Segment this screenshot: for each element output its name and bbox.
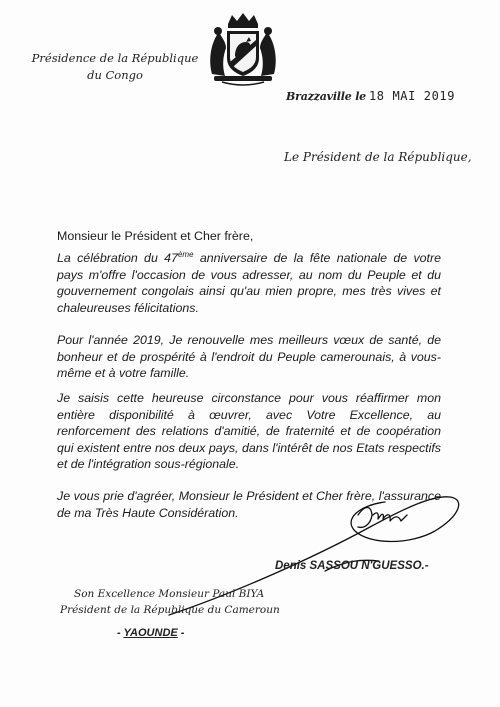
recipient-line-2: Président de la République du Cameroun [60,603,280,616]
date-stamp: 18 MAI 2019 [368,89,456,103]
paragraph-1 [57,247,441,316]
coat-of-arms-icon [206,12,280,90]
issuer-block [30,50,200,84]
sender-title: Le Président de la République, [284,150,472,164]
issuer-line-1: Présidence de la République [31,51,199,65]
recipient-line-1: Son Excellence Monsieur Paul BIYA [74,588,265,600]
city-suffix: - [177,627,185,639]
paragraph-4: Je vous prie d'agréer, Monsieur le Président et Cher frère, l'assurance de ma Très Haute Considération. [57,489,441,520]
issuer-line-2: du Congo [87,68,143,82]
paragraph-2: Pour l'année 2019, Je renouvelle mes meilleurs vœux de santé, de bonheur et de prospérité à l'endroit du Peuple camerounais, à vous-même et à votre famille. [57,333,441,380]
date-line [286,89,455,103]
city-name: YAOUNDE [123,627,178,639]
city-prefix: - [117,627,124,639]
recipient-city [117,627,184,639]
paragraph-1-rest: anniversaire de la fête nationale de votre pays m'offre l'occasion de vous adresser, au nom du Peuple et du gouvernement congolais ainsi qu'au mien propre, mes très vives et chaleureuses félicitations. [57,251,442,315]
paragraph-1-start: La célébration du 47 [57,251,178,266]
salutation: Monsieur le Président et Cher frère, [57,229,254,243]
paragraph-3: Je saisis cette heureuse circonstance pour vous réaffirmer mon entière disponibilité à œuvrer, avec Votre Excellence, au renforcement des relations d'amitié, de fraternité et de coopération qui existent entre nos deux pays, dans l'intérêt de nos Etats respectifs et de l'intégration sous-régionale. [57,391,441,471]
date-place: Brazzaville le [286,90,366,103]
ordinal-suffix: ème [177,250,194,259]
recipient-block [60,587,280,618]
signatory-name: Denis SASSOU N'GUESSO.- [275,560,429,572]
